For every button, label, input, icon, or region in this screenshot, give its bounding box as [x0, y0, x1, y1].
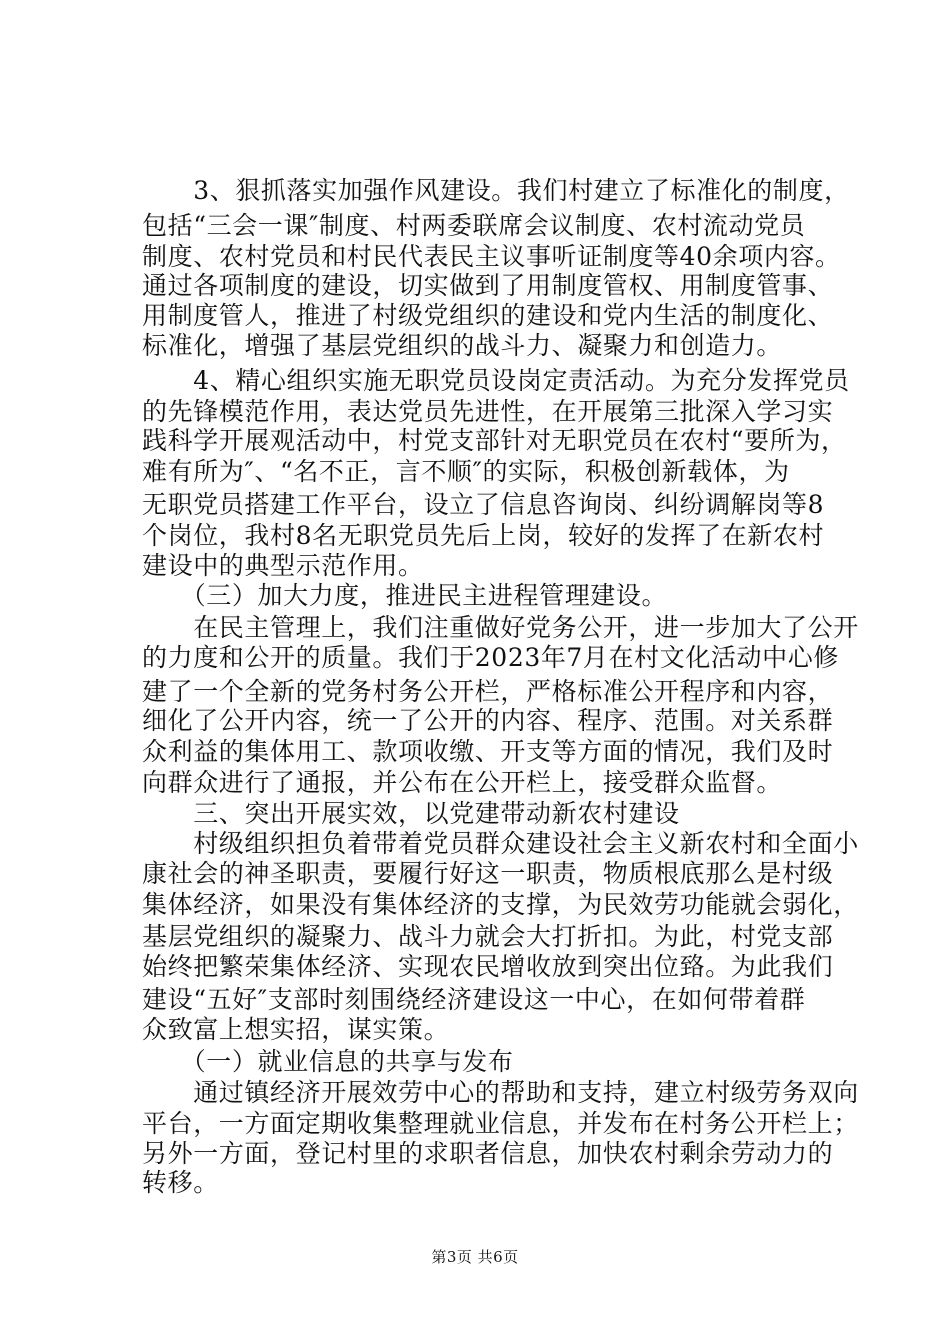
text-line: 三、突出开展实效，以党建带动新农村建设 — [142, 799, 680, 828]
text-line: 建了一个全新的党务村务公开栏，严格标准公开程序和内容， — [142, 677, 834, 706]
text-line: （一）就业信息的共享与发布 — [142, 1047, 514, 1076]
text-line: 细化了公开内容，统一了公开的内容、程序、范围。对关系群 — [142, 706, 834, 735]
page-number-footer: 第3页 共6页 — [431, 1248, 519, 1266]
text-line: 集体经济，如果没有集体经济的支撑，为民效劳功能就会弱化， — [142, 890, 859, 919]
text-line: 的力度和公开的质量。我们于2023年7月在村文化活动中心修 — [142, 643, 839, 672]
text-line: （三）加大力度，推进民主进程管理建设。 — [142, 581, 668, 610]
text-line: 建设中的典型示范作用。 — [142, 551, 424, 580]
text-line: 基层党组织的凝聚力、战斗力就会大打折扣。为此，村党支部 — [142, 922, 834, 951]
text-line: 的先锋模范作用，表达党员先进性，在开展第三批深入学习实 — [142, 397, 834, 426]
text-line: 无职党员搭建工作平台，设立了信息咨询岗、纠纷调解岗等8 — [142, 490, 825, 519]
text-line: 标准化，增强了基层党组织的战斗力、凝聚力和创造力。 — [142, 331, 783, 360]
text-line: 始终把繁荣集体经济、实现农民增收放到突出位臵。为此我们 — [142, 952, 834, 981]
text-line: 通过镇经济开展效劳中心的帮助和支持，建立村级劳务双向 — [142, 1078, 859, 1107]
text-line: 众利益的集体用工、款项收缴、开支等方面的情况，我们及时 — [142, 737, 834, 766]
text-line: 村级组织担负着带着党员群众建设社会主义新农村和全面小 — [142, 829, 859, 858]
text-line: 在民主管理上，我们注重做好党务公开，进一步加大了公开 — [142, 613, 859, 642]
text-line: 3、狠抓落实加强作风建设。我们村建立了标准化的制度， — [142, 176, 850, 205]
text-line: 另外一方面，登记村里的求职者信息，加快农村剩余劳动力的 — [142, 1139, 834, 1168]
text-line: 践科学开展观活动中，村党支部针对无职党员在农村“要所为， — [142, 426, 847, 455]
text-line: 众致富上想实招，谋实策。 — [142, 1015, 450, 1044]
text-line: 难有所为″、“名不正，言不顺″的实际，积极创新载体，为 — [142, 457, 790, 486]
text-line: 4、精心组织实施无职党员设岗定责活动。为充分发挥党员 — [142, 366, 850, 395]
text-line: 建设“五好″支部时刻围绕经济建设这一中心，在如何带着群 — [142, 985, 806, 1014]
text-line: 平台，一方面定期收集整理就业信息，并发布在村务公开栏上； — [142, 1109, 859, 1138]
text-line: 康社会的神圣职责，要履行好这一职责，物质根底那么是村级 — [142, 859, 834, 888]
text-line: 转移。 — [142, 1168, 219, 1197]
text-line: 包括“三会一课″制度、村两委联席会议制度、农村流动党员 — [142, 211, 806, 240]
text-line: 用制度管人，推进了村级党组织的建设和党内生活的制度化、 — [142, 301, 834, 330]
text-line: 通过各项制度的建设，切实做到了用制度管权、用制度管事、 — [142, 271, 834, 300]
text-line: 向群众进行了通报，并公布在公开栏上，接受群众监督。 — [142, 768, 783, 797]
text-line: 制度、农村党员和村民代表民主议事听证制度等40余项内容。 — [142, 242, 841, 271]
text-line: 个岗位，我村8名无职党员先后上岗，较好的发挥了在新农村 — [142, 521, 825, 550]
